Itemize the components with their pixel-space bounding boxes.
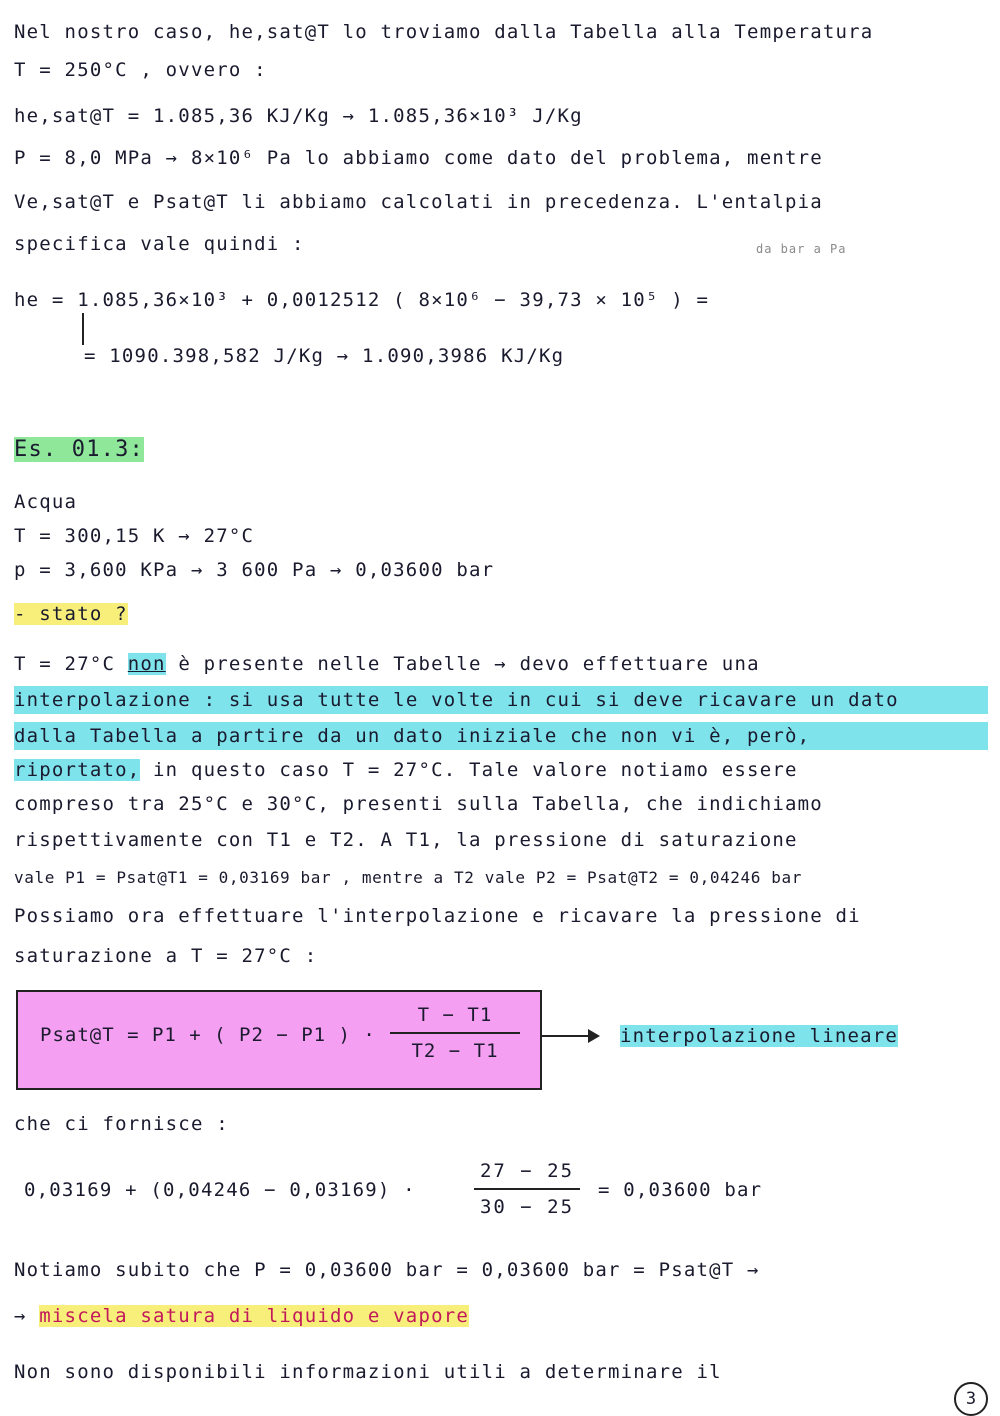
margin-note: da bar a Pa <box>756 242 847 256</box>
calc-fraction-bar <box>474 1188 580 1190</box>
interp-lineare-highlight: interpolazione lineare <box>620 1025 899 1047</box>
page-number: 3 <box>954 1382 988 1416</box>
interp-lineare-label <box>620 1022 898 1050</box>
text-line: he,sat@T = 1.085,36 KJ/Kg → 1.085,36×10³ J/Kg <box>14 105 583 127</box>
acqua-label: Acqua <box>14 491 78 513</box>
text-line: P = 8,0 MPa → 8×10⁶ Pa lo abbiamo come dato del problema, mentre <box>14 147 823 169</box>
para-line: Possiamo ora effettuare l'interpolazione e ricavare la pressione di <box>14 905 861 927</box>
text-line: Nel nostro caso, he,sat@T lo troviamo dalla Tabella alla Temperatura <box>14 21 874 43</box>
para-line <box>14 686 988 714</box>
stato-question <box>14 600 128 628</box>
calc-fraction <box>474 1160 580 1218</box>
exercise-label <box>14 436 144 464</box>
non-highlight: non <box>127 653 166 675</box>
para-line: vale P1 = Psat@T1 = 0,03169 bar , mentre a T2 vale P2 = Psat@T2 = 0,04246 bar <box>14 868 802 887</box>
text-line: Ve,sat@T e Psat@T li abbiamo calcolati in precedenza. L'entalpia <box>14 191 823 213</box>
interpolazione-word: interpolazione <box>14 689 191 711</box>
arrow-icon <box>588 1029 600 1043</box>
given-pressure: p = 3,600 KPa → 3 600 Pa → 0,03600 bar <box>14 559 495 581</box>
para-line: compreso tra 25°C e 30°C, presenti sulla Tabella, che indichiamo <box>14 793 823 815</box>
para-text: è presente nelle Tabelle → devo effettuare una <box>178 653 760 675</box>
arrow-prefix: → <box>14 1305 27 1327</box>
notiamo-line: Notiamo subito che P = 0,03600 bar = 0,03600 bar = Psat@T → <box>14 1259 760 1281</box>
para-text: T = 27°C <box>14 653 116 675</box>
para-line: saturazione a T = 27°C : <box>14 945 318 967</box>
para-line <box>14 756 798 784</box>
equation-result: = 1090.398,582 J/Kg → 1.090,3986 KJ/Kg <box>84 345 565 367</box>
given-temperature: T = 300,15 K → 27°C <box>14 525 255 547</box>
para-text: : si usa tutte le volte in cui si deve ricavare un dato <box>203 689 899 711</box>
para-text: in questo caso T = 27°C. Tale valore notiamo essere <box>153 759 798 781</box>
fraction-denominator: T2 − T1 <box>411 1040 499 1062</box>
text-line: specifica vale quindi : <box>14 233 305 255</box>
fraction-bar <box>390 1032 520 1034</box>
equation-enthalpy: he = 1.085,36×10³ + 0,0012512 ( 8×10⁶ − 39,73 × 10⁵ ) = <box>14 289 710 311</box>
riportato-highlight: riportato, <box>14 759 141 781</box>
para-line: rispettivamente con T1 e T2. A T1, la pressione di saturazione <box>14 829 798 851</box>
stato-highlight: - stato ? <box>14 603 128 625</box>
last-line: Non sono disponibili informazioni utili a determinare il <box>14 1361 722 1383</box>
calc-denominator: 30 − 25 <box>479 1196 575 1218</box>
fraction-numerator: T − T1 <box>417 1004 493 1026</box>
calc-right: = 0,03600 bar <box>598 1179 763 1201</box>
formula-left: Psat@T = P1 + ( P2 − P1 ) · <box>40 1024 376 1046</box>
formula-fraction <box>390 1004 520 1062</box>
calc-numerator: 27 − 25 <box>479 1160 575 1182</box>
para-line <box>14 650 760 678</box>
equation-bar <box>82 313 84 345</box>
exercise-title: Es. 01.3: <box>14 437 145 462</box>
miscela-line <box>14 1302 469 1330</box>
text-line: T = 250°C , ovvero : <box>14 59 267 81</box>
che-fornisce: che ci fornisce : <box>14 1113 229 1135</box>
calc-left: 0,03169 + (0,04246 − 0,03169) · <box>24 1179 416 1201</box>
formula-box <box>16 990 542 1090</box>
arrow-shaft <box>540 1035 592 1037</box>
para-line: dalla Tabella a partire da un dato iniziale che non vi è, però, <box>14 722 988 750</box>
miscela-highlight: miscela satura di liquido e vapore <box>39 1305 470 1327</box>
